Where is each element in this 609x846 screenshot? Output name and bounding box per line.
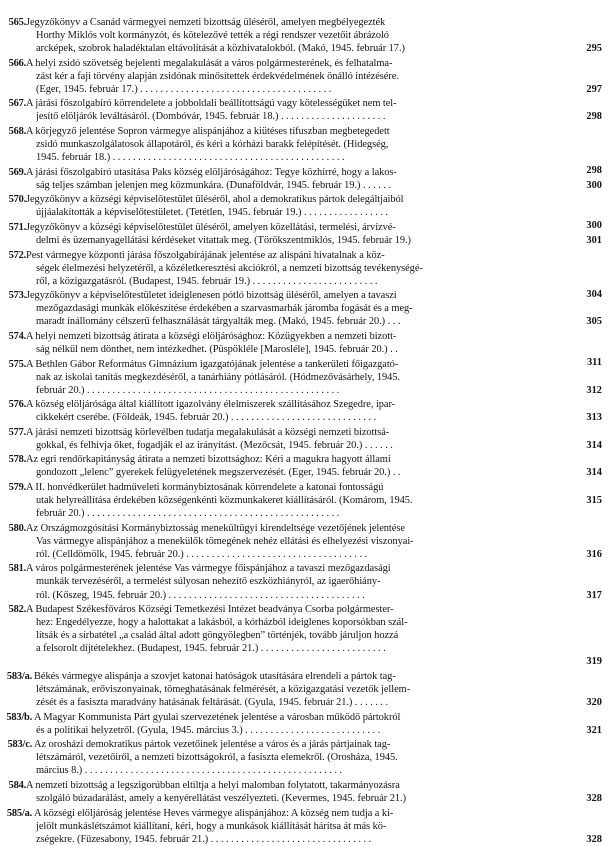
page-number: 300 [586,179,602,191]
entry-number: 580. [8,522,26,534]
toc-entry [0,603,609,668]
entry-text-line: A helyi zsidó szövetség bejelenti megalakulását a város polgármesterének, és felhatalma- [26,57,393,69]
entry-text-line: A nemzeti bizottság a legszigorúbban eltiltja a helyi malomban folytatott, takarmányozásra [26,780,400,791]
entry-number: 585/a. [6,807,32,819]
entry-number: 568. [8,126,26,137]
entry-text-line: mezőgazdasági munkák előkészítése érdekében a szarvasmarhák járomba fogását és a meg- [36,303,413,315]
toc-entry [0,57,609,96]
entry-text-line: Jegyzőkönyv a képviselőtestületet ideiglenesen pótló bizottság üléséről, amelyen a tavaszi [26,290,397,302]
page-number: 313 [586,412,602,424]
toc-entry [0,670,609,709]
entry-text-line: gokkal, és felhívja őket, fogadják el az irányítást. (Mezőcsát, 1945. február 20.) . . . . . . [36,439,393,451]
entry-number: 569. [8,166,26,178]
entry-text-line: február 20.) . . . . . . . . . . . . . . . . . . . . . . . . . . . . . . . . . . . . . . . . . . . . . . . . . . [36,508,340,520]
entry-text-line: maradt ínállomány célszerű felhasználását tárgyalták meg. (Makó, 1945. február 20.) . . . [36,316,401,328]
page-number: 316 [586,548,602,560]
entry-number: 571. [8,221,26,233]
entry-number: 572. [8,249,26,261]
toc-entry [0,221,609,247]
entry-text-line: jelölt munkáslétszámot kiállítani, kéri, hogy a munkások kiállítását hárítsa át más kö- [36,820,387,832]
entry-text-line: A Magyar Kommunista Párt gyulai szervezetének jelentése a városban működő pártokról [34,711,401,723]
entry-text-line: ról. (Kőszeg, 1945. február 20.) . . . . . . . . . . . . . . . . . . . . . . . . . . . . . . . . . . . . . . . [36,589,365,601]
entry-text-line: Az Országmozgósítási Kormánybiztosság menekültügyi kirendeltsége vezetőjének jelentése [26,522,405,534]
toc-entry [0,562,609,601]
entry-text-line: A járási főszolgabíró utasítása Paks község elöljáróságához: Tegye közhírré, hogy a lakos- [26,166,397,178]
page-number: 304 [586,288,602,300]
entry-text-line: Vas vármegye alispánjához a menekülők tömegének nehéz ellátási és elhelyezési viszonyai- [36,535,414,547]
entry-text-line: Pest vármegye központi járása főszolgabírájának jelentése az alispáni hivatalnak a köz- [26,249,385,261]
entry-number: 573. [8,290,26,302]
entry-text-line: a felsorolt díjtételekhez. (Budapest, 1945. február 21.) . . . . . . . . . . . . . . . . . . . . . . . . . [36,643,386,655]
entry-text-line: zését és a fasiszta maradvány hatásának feltárását. (Gyula, 1945. február 21.) . . . . . . . [36,697,389,709]
entry-text-line: A körjegyző jelentése Sopron vármegye alispánjához a kiütéses tífuszban megbetegedett [26,126,390,137]
entry-text-line: ság nélkül nem dönthet, nem intézkedhet. (Püspökléle [Marosléle], 1945. február 20.) . . [36,343,398,355]
entry-text-line: nak az iskolai tanítás megkezdéséről, a tanárhiány pótlásáról. (Hódmezővásárhely, 1945. [36,371,401,383]
entry-text-line: arcképek, szobrok haladéktalan eltávolítását a közhivatalokból. (Makó, 1945. február 17.) [36,43,405,55]
entry-number: 583/a. [6,671,32,682]
entry-text-line: Horthy Miklós volt kormányzót, és kötelezővé tették a régi rendszer vezetőit ábrázoló [36,30,389,42]
toc-entry [0,779,609,805]
entry-text-line: A város polgármesterének jelentése Vas vármegye főispánjához a tavaszi mezőgazdasági [26,563,391,575]
page-number: 311 [586,357,602,369]
toc-entry [0,289,609,328]
entry-number: 575. [8,358,26,370]
page-number: 298 [586,111,602,123]
entry-text-line: jesítő elöljárók leváltásáról. (Dombóvár, 1945. február 18.) . . . . . . . . . . . . . . . . . . . . . [36,111,386,123]
entry-number: 565. [8,17,26,28]
entry-text-line: ság teljes számban jelenjen meg közmunkára. (Dunaföldvár, 1945. február 19.) . . . . . . [36,179,391,191]
entry-text-line: Jegyzőkönyv a Csanád vármegyei nemzeti bizottság üléséről, amelyen megbélyegezték [26,17,386,28]
toc-entry [0,453,609,479]
entry-text-line: hez: Engedélyezze, hogy a halottakat a lakásból, a kórházból ideiglenes koporsókban szál- [36,617,408,629]
toc-entry [0,166,609,192]
entry-text-line: Jegyzőkönyv a községi képviselőtestület üléséről, amelyen közellátási, termelési, árvízvé- [26,221,396,233]
toc-entry [0,522,609,561]
page-number: 328 [586,833,602,845]
toc-entry [0,97,609,123]
entry-text-line: A járási főszolgabíró körrendelete a jobboldali beállítottságú vagy kötelességüket nem tel- [26,98,397,110]
entry-number: 578. [8,454,26,466]
entry-text-line: A községi elöljáróság jelentése Heves vármegye alispánjához: A község nem tudja a ki- [34,807,394,819]
toc-entry [0,16,609,55]
entry-text-line: lítsák és a sírbatétel „a család által adott göngyölegben” történjék, tovább járuljon hozzá [36,630,399,642]
entry-text-line: A Bethlen Gábor Református Gimnázium igazgatójának jelentése a tankerületi főigazgató- [26,358,399,370]
entry-text-line: delmi és üzemanyagellátási kérdéseket vitattak meg. (Törökszentmiklós, 1945. február 19.) [36,234,411,246]
entry-text-line: 1945. február 18.) . . . . . . . . . . . . . . . . . . . . . . . . . . . . . . . . . . . . . . . . . . . . . . [36,152,345,164]
entry-text-line: Békés vármegye alispánja a szovjet katonai hatóságok utasítására elrendeli a pártok tag- [34,671,396,682]
toc-entry [0,738,609,777]
entry-number: 576. [8,399,26,411]
entry-text-line: cikkekért cserébe. (Földeák, 1945. február 20.) . . . . . . . . . . . . . . . . . . . . . . . . . . . . . [36,412,377,424]
page-number: 295 [586,43,602,55]
entry-text-line: és a politikai helyzetről. (Gyula, 1945. március 3.) . . . . . . . . . . . . . . . . . . . . . . . . . . . [36,724,381,736]
toc-entry [0,481,609,520]
entry-number: 583/c. [7,739,32,751]
page-number: 319 [586,656,602,668]
entry-text-line: zást kér a faji törvény alapján zsidónak minősítettek érdekvédelmének önálló intézésére. [36,70,399,82]
toc-entry [0,711,609,737]
entry-text-line: A Budapest Székesfőváros Községi Temetkezési Intézet beadványa Csorba polgármester- [26,604,394,616]
entry-number: 583/b. [6,711,32,723]
page-number: 315 [586,495,602,507]
entry-text-line: A II. honvédkerület hadműveleti kormánybiztosának körrendelete a katonai fontosságú [26,482,384,493]
entry-text-line: Jegyzőkönyv a községi képviselőtestület üléséről, ahol a demokratikus pártok delegáltjaiból [26,194,404,206]
page-number: 300 [586,220,602,232]
entry-text-line: A járási nemzeti bizottság körlevélben tudatja megalakulását a községi nemzeti bizottsá- [26,426,390,438]
page-number: 312 [586,384,602,396]
entry-text-line: ségek élelmezési helyzetéről, a közéletkeresztési akciókról, a nemzeti bizottság tevékenységé- [36,262,423,274]
entry-text-line: A helyi nemzeti bizottság átirata a községi elöljárósághoz: Közügyekben a nemzeti bizott- [26,330,397,342]
entry-number: 582. [8,604,26,616]
page-number: 314 [586,467,602,479]
entry-text-line: A község elöljárósága által kiállított igazolvány élelmiszerek szállításához Szegedre, ipar- [26,399,396,411]
entry-text-line: létszámának, erőviszonyainak, tömeghatásának felmérését, a közigazgatási vezetők jellem- [36,684,411,696]
entry-text-line: (Eger, 1945. február 17.) . . . . . . . . . . . . . . . . . . . . . . . . . . . . . . . . . . . . . . [36,83,332,95]
page-number: 305 [586,316,602,328]
toc-entry [0,398,609,424]
entry-number: 577. [8,426,26,438]
entry-text-line: munkák tervezéséről, a termelést súlyosan nehezítő eszközhiányról, az igaerőhiány- [36,576,381,588]
entry-number: 581. [8,563,26,575]
entry-text-line: utak helyreállítása érdekében községenkénti közmunkakeret kiállításáról. (Komárom, 1945. [36,495,413,507]
entry-text-line: február 20.) . . . . . . . . . . . . . . . . . . . . . . . . . . . . . . . . . . . . . . . . . . . . . . . . . . [36,384,340,396]
entry-number: 584. [8,780,26,791]
page-number: 321 [586,724,602,736]
toc-entry [0,807,609,846]
entry-number: 566. [8,57,26,69]
entry-text-line: Az egri rendőrkapitányság átirata a nemzeti bizottsághoz: Kéri a magukra hagyott állami [26,454,391,466]
page-number: 317 [586,589,602,601]
toc-entry [0,358,609,397]
entry-text-line: Az orosházi demokratikus pártok vezetőinek jelentése a város és a járás pártjainak tag- [34,739,391,751]
page-number: 314 [586,439,602,451]
entry-text-line: szolgáló búzadarálást, amely a kenyérellátást veszélyezteti. (Kevermes, 1945. február 21.) [36,793,406,805]
entry-text-line: ról. (Celldömölk, 1945. február 20.) . . . . . . . . . . . . . . . . . . . . . . . . . . . . . . . . . . . . [36,548,368,560]
entry-number: 570. [8,194,26,206]
entry-number: 579. [8,482,26,493]
entry-text-line: március 8.) . . . . . . . . . . . . . . . . . . . . . . . . . . . . . . . . . . . . . . . . . . . . . . . . . . . [36,765,343,777]
page-number: 298 [586,165,602,177]
entry-number: 574. [8,330,26,342]
entry-text-line: ről, a közigazgatásról. (Budapest, 1945. február 19.) . . . . . . . . . . . . . . . . . . . . . . . . . [36,275,378,287]
page-number: 320 [586,697,602,709]
page-number: 328 [586,793,602,805]
entry-text-line: zségekre. (Füzesabony, 1945. február 21.) . . . . . . . . . . . . . . . . . . . . . . . . . . . . . . . . [36,833,372,845]
entry-text-line: újjáalakították a képviselőtestületet. (Tetétlen, 1945. február 19.) . . . . . . . . . . . . . . . . . [36,207,388,219]
entry-text-line [36,655,574,668]
toc-entry [0,426,609,452]
entry-number: 567. [8,98,26,110]
page-number: 297 [586,83,602,95]
entry-text-line: gondozott „lelenc” gyerekek felügyeletének megszervezését. (Eger, 1945. február 20.) . . [36,467,401,479]
page-number: 301 [586,234,602,246]
entry-text-line: zsidó munkaszolgálatosok állapotáról, és kéri a kórházi barakk felépítését. (Hidegség, [36,139,389,151]
entry-text-line: létszámáról, vezetőiről, a nemzeti bizottságokról, a fasiszta elemekről. (Orosháza, 1945. [36,752,398,764]
